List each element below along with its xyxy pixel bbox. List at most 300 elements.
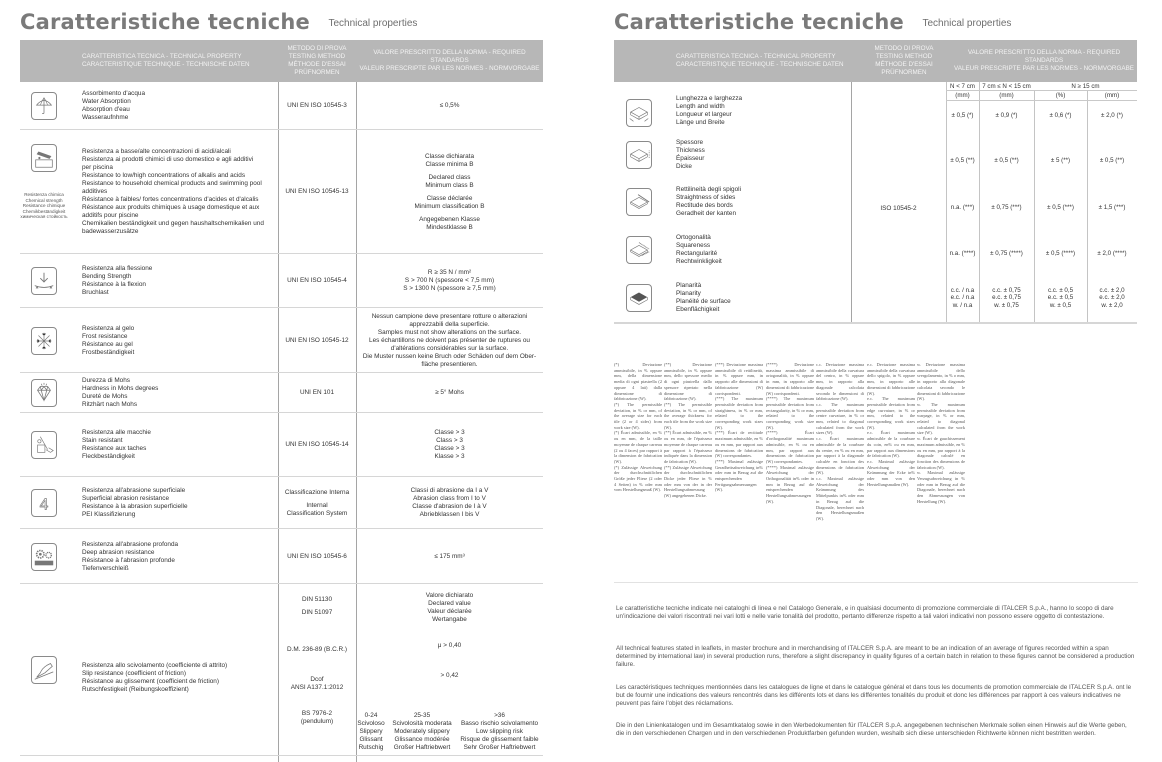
property-line: Resistance to household chemical products and swimming pool: [82, 180, 262, 187]
property-line: Rectitude des bords: [676, 202, 733, 209]
footnote-column: [715, 362, 763, 493]
value-line: Die Muster nussen keine Bruch oder Schäden ouf dem Ober-: [362, 352, 537, 360]
property-line: Resistenza all'abrasione superficiale: [82, 487, 186, 494]
page-subtitle: Technical properties: [922, 18, 1012, 29]
pendulum-label: Risque de glissement faible: [460, 736, 539, 743]
property-line: PEI Klassifizierung: [82, 511, 136, 518]
value-line: Minimum classification B: [414, 202, 485, 210]
header-line: CARACTERISTIQUE TECHNIQUE - TECHNISCHE DATEN: [82, 61, 250, 68]
property-line: Résistance au gel: [82, 340, 133, 348]
value-cell: [979, 287, 1034, 310]
pendulum-label: Rutschig: [358, 744, 384, 751]
unit-header: (%): [1055, 92, 1066, 99]
property-line: Hardness in Mohs degrees: [82, 385, 159, 392]
value-cell: [356, 429, 543, 461]
gears-icon: [31, 543, 57, 571]
subheader-divider: [946, 90, 1137, 91]
property-line: Planarità: [676, 282, 702, 289]
value-cell: [1087, 112, 1137, 120]
header-method: [864, 40, 944, 82]
property-cell: [676, 95, 846, 127]
property-line: Rettilineità degli spigoli: [676, 186, 742, 193]
unit-header: (mm): [955, 92, 970, 99]
page-title: Caratteristiche tecniche: [614, 10, 904, 34]
pendulum-label: Scivoloso: [357, 720, 385, 727]
method-line: UNI EN ISO 10545-6: [287, 552, 347, 560]
property-cell: [82, 541, 277, 573]
value-cell: [979, 112, 1034, 120]
method-cell: [278, 277, 356, 285]
table-row: [20, 254, 543, 308]
table-bottom-border: [614, 322, 1137, 324]
property-line: Resistenza a basse/alte concentrazioni di acidi/alcali: [82, 148, 231, 155]
pendulum-label: Glissance modérée: [394, 736, 450, 743]
method-cell: [278, 596, 356, 617]
shoe-slip-icon: [31, 656, 57, 684]
diamond-icon-glyph: [32, 380, 56, 406]
footnote-text: w. Maximal zulässige Verzugsabweichung in % oder mm in Bezug auf die Diagonale, berechnet nach den Abmessungen von Herstellung (W).: [917, 470, 965, 504]
table-header: [614, 40, 1137, 82]
table-row-slip: [20, 584, 543, 756]
size-group-header: 7 cm ≤ N < 15 cm: [982, 83, 1031, 90]
value-cell: [1087, 204, 1137, 212]
pei-4-icon-glyph: [32, 490, 56, 516]
property-line: Résistance à faibles/ fortes concentrations d'acides et d'alcalis: [82, 196, 259, 203]
footnote-text: (***) Maximal zulässige Geradheitsabweichung in% oder mm in Bezug auf die entsprechenden Fertigungsabmessungen (W).: [715, 458, 763, 493]
method-cell: [278, 710, 356, 726]
method-line: UNI EN ISO 10545-13: [285, 188, 349, 195]
size-group-header: N < 7 cm: [950, 83, 975, 90]
property-line: Resistenza allo scivolamento (coefficiente di attrito): [82, 662, 228, 669]
property-line: Straightness of sides: [676, 194, 736, 201]
value-line: e.c. / n.a: [950, 294, 975, 302]
value-line: ≤ 175 mm³: [434, 552, 465, 560]
footnote-text: (**) Zulässige Abweichung der durchschnittlichen Dicke jeder Fliese in % oder mm von der in der Herstellungsabmessung (W) angegebenen Dicke.: [664, 464, 712, 499]
property-line: Chemikalien beständigkeit und gegen haushaltschemikalien und: [82, 220, 264, 227]
title-row: [20, 10, 417, 34]
pendulum-label: Low slipping risk: [476, 728, 523, 735]
diamond-icon: [31, 379, 57, 407]
disclaimer-paragraph: Les caractéristiques techniques mentionnées dans les catalogues de ligne et dans le catalogue général et dans tous les documents de promotion commerciale de ITALCER S.p.A. ont le but de fournir une indications des valeurs rencontrés dans les différents lots et dans les différentes tonalités du produit et donc les différences par rapport à ces valeurs indicatives ne peuvent pas faire l'objet des réclamations.: [616, 684, 1132, 708]
tile-planarity-icon-glyph: [627, 285, 651, 311]
disclaimer-paragraph: Le caratteristiche tecniche indicate nei cataloghi di linea e nel Catalogo Generale, e in qualsiasi documento di promozione commerciale di ITALCER S.p.A., hanno lo scopo di dare un'indicazione dei valori riscontrati nei vari lotti e nelle varie tonalità del prodotto, pertanto differenze rispetto a tali valori indicativi non possono essere oggetto di contestazione.: [616, 605, 1114, 621]
tile-straightness-icon-glyph: [627, 189, 651, 215]
tile-planarity-icon: [626, 284, 652, 312]
method-line: Classificazione Interna: [284, 488, 350, 496]
caption-line: химическая стойкость: [20, 214, 68, 220]
value-line: ± 0,5 (**): [950, 157, 975, 165]
footnote-column: [614, 362, 662, 493]
footnote-text: w. Écart de gauchissement maximum admissible, en % ou en mm, par rapport à la diagonale calculé en fonction des dimensions de fabrication (W).: [917, 436, 965, 470]
value-line: e.c. ± 2,0: [1099, 294, 1125, 302]
method-line: ANSI A137.1:2012: [290, 684, 344, 691]
pendulum-range: 0-24: [364, 712, 378, 719]
value-cell: [1034, 250, 1087, 258]
property-line: additives: [82, 188, 108, 195]
footnote-text: w. Deviazione massima ammissibile dello svergolamento, in % o mm, in rapporto alla diagonale calcolata secondo le dimensioni di fabbricazione (W).: [917, 362, 965, 402]
value-line: e.c. ± 0,5: [1047, 294, 1074, 302]
pendulum-label: Slippery: [359, 728, 383, 735]
footnote-text: e.c. The maximum permissible deviation from edge curvature, in % or mm, related to the corresponding work sizes (W).: [867, 396, 915, 430]
caption-line: Resistenza chimica: [24, 192, 64, 197]
value-line: R ≥ 35 N / mm²: [427, 269, 472, 276]
method-cell: [278, 553, 356, 561]
property-cell: [82, 377, 277, 409]
tile-thickness-icon: [626, 141, 652, 169]
umbrella-icon: [31, 92, 57, 120]
property-line: Durezza di Mohs: [82, 377, 130, 384]
property-line: Fleckbeständigkeit: [82, 453, 135, 460]
property-cell: [82, 325, 277, 357]
value-line: Abriebklassen I bis V: [419, 511, 480, 518]
caption-line: Chemical strength: [25, 197, 63, 203]
footnote-text: (*) Deviazione ammissibile, in % oppure mm, della dimensione media di ogni piastrella (2 oppure 4 lati) dalla dimensione di fabbricazione (W).: [614, 362, 662, 402]
pei-4-icon: [31, 489, 57, 517]
value-cell: [1087, 250, 1137, 258]
method-line: Internal: [306, 501, 328, 509]
method-line: DIN 51130: [301, 596, 333, 603]
pendulum-class: [456, 712, 543, 752]
footnote-text: e.c. Maximal zulässige Abweichung der Krümmung der Ecke in% oder mm von den Herstellungsmaßen (W).: [867, 458, 915, 487]
property-line: Bending Strength: [82, 273, 132, 280]
value-cell: [356, 153, 543, 232]
value-line: ± 0,6 (*): [1049, 112, 1072, 120]
value-line: ≤ 0,5%: [439, 102, 460, 109]
header-line: CARATTERISTICA TECNICA - TECHNICAL PROPERTY: [676, 52, 836, 60]
icon-caption: [18, 192, 70, 220]
left-page: [0, 0, 580, 762]
method-line: UNI EN ISO 10545-3: [287, 102, 347, 109]
value-cell: [979, 204, 1034, 212]
disclaimer-paragraph: All technical features stated in leaflets, in master brochure and in merchandising of ITALCER S.p.A. are meant to be an indication of an average of figures recorded within a span determined by international law) in several production runs, therefore a slight discrepancy in quality figures of a certain batch in relation to these figures cannot be considered a production failure.: [616, 645, 1135, 669]
title-row: [614, 10, 1011, 34]
property-line: Longueur et largeur: [676, 110, 732, 118]
value-line: Les échantillons ne doivent pas présenter de ruptures ou: [369, 336, 530, 344]
property-line: badewasserzusätze: [82, 228, 139, 235]
bending-arrow-icon-glyph: [32, 268, 56, 294]
value-line: ± 0,5 (***): [1047, 204, 1074, 212]
value-line: Angegebenen Klasse: [419, 215, 480, 223]
page-subtitle: Technical properties: [328, 18, 418, 29]
value-cell: [946, 112, 979, 120]
value-line: Minimum class B: [425, 181, 474, 189]
value-cell: [946, 157, 979, 165]
property-line: Bruchlast: [82, 289, 109, 296]
footnote-text: (****) Deviazione massima ammissibile di ortogonalità, in % oppure in mm, in rapporto alle dimensioni di fabbricazione (W) corrispondenti.: [766, 362, 814, 396]
header-standard: [949, 40, 1139, 82]
value-line: c.c. ± 0,5: [1047, 286, 1074, 294]
property-line: Planarity: [676, 290, 701, 297]
property-line: Stain resistant: [82, 437, 123, 444]
method-line: Dcof: [310, 676, 324, 683]
gears-icon-glyph: [32, 544, 56, 570]
property-line: Thickness: [676, 146, 705, 154]
header-line: VALEUR PRESCRIPTE PAR LES NORMES - NORMVORGABE: [359, 65, 540, 73]
value-line: Valore dichiarato: [425, 592, 474, 599]
method-line: DIN 51097: [301, 609, 333, 616]
property-cell: [82, 148, 277, 236]
property-line: Resistenza all'abrasione profonda: [82, 540, 179, 548]
value-line: Samples must not show alterations on the surface.: [377, 328, 522, 336]
value-cell: [1034, 112, 1087, 120]
value-line: Classe minima B: [425, 160, 474, 168]
property-line: Lunghezza e larghezza: [676, 94, 743, 102]
pendulum-class: [356, 712, 386, 752]
snowflake-icon: [31, 327, 57, 355]
property-cell: [82, 487, 277, 519]
property-cell: [676, 186, 846, 218]
value-line: ≥ 5° Mohs: [435, 389, 464, 396]
value-line: c.c. / n.a: [950, 286, 975, 294]
value-line: n.a. (***): [950, 204, 975, 212]
tile-squareness-icon-glyph: [627, 237, 651, 263]
value-cell: [1034, 204, 1087, 212]
property-line: Resistance aux taches: [82, 445, 147, 452]
property-line: Resistenza al gelo: [82, 324, 135, 332]
size-group-header: N ≥ 15 cm: [1071, 83, 1100, 90]
property-cell: [676, 139, 846, 171]
value-cell: [356, 672, 543, 680]
value-line: Abrasion class from I to V: [413, 495, 486, 502]
table-row: [20, 130, 543, 254]
property-line: Deep abrasion resistance: [82, 548, 155, 556]
value-cell: [946, 204, 979, 212]
footnote-text: c.c. Écart maximum admissible de la courbure du centre, en % ou en mm, par rapport à la diagonale calculée en fonction des dimensions de fabrication (W).: [816, 436, 864, 476]
property-line: Ritzhärt nach Mohs: [82, 401, 138, 408]
property-line: Squareness: [676, 242, 711, 249]
value-cell: [979, 157, 1034, 165]
table-row: [20, 308, 543, 373]
property-line: Resistenza alle macchie: [82, 429, 151, 436]
property-cell: [82, 265, 277, 297]
tile-squareness-icon: [626, 236, 652, 264]
table-row: [20, 82, 543, 130]
value-line: Declared value: [428, 600, 471, 607]
method-line: UNI EN 101: [299, 389, 335, 396]
value-cell: [979, 250, 1034, 258]
method-cell: ISO 10545-2: [880, 205, 917, 212]
value-line: μ > 0,40: [437, 642, 462, 649]
footnote-text: c.c. Deviazione massima ammissibile della curvatura del centro, in % oppure mm, in rapporto alla diagonale calcolata secondo le dimensioni di fabbricazione (W).: [816, 362, 864, 402]
unit-header: (mm): [999, 92, 1014, 99]
pendulum-label: Sehr Großer Haftriebwert: [463, 744, 536, 751]
property-line: Ebenflächigkeit: [676, 306, 720, 313]
footnote-text: (*) Zulässige Abweichung der durchschnittlichen Größe jeder Fliese (2 oder 4 Seiten) in % oder mm vom Herstellungsmaß (W).: [614, 464, 662, 493]
property-line: Frostbeständigkeit: [82, 348, 135, 356]
value-line: Valeur déclarée: [427, 608, 472, 615]
property-line: Résistance à l'abrasion profonde: [82, 556, 175, 564]
table-row: [20, 413, 543, 477]
value-line: fläche presentieren.: [421, 360, 478, 368]
value-line: Classi di abrasione da I a V: [410, 487, 489, 494]
value-line: Classe > 3: [434, 429, 465, 436]
header-line: VALEUR PRESCRIPTE PAR LES NORMES - NORMVORGABE: [954, 65, 1134, 73]
value-cell: [356, 487, 543, 519]
method-line: UNI EN ISO 10545-12: [285, 336, 349, 344]
value-line: d'altérations considérables sur la surface.: [390, 344, 509, 352]
method-cell: [278, 337, 356, 345]
footnote-text: (****) Maximal zulässige Abweichung der Orthogonalität in% oder in mm in Bezug auf die entsprechenden Herstellungsabmessungen (W).: [766, 464, 814, 504]
header-property: [82, 40, 282, 82]
header-line: MÉTHODE D'ESSAI: [875, 61, 933, 68]
footnote-column: [664, 362, 712, 499]
value-line: ± 0,5 (*): [951, 112, 974, 120]
footnote-text: w. The maximum permissible deviation from warpage, in % or mm, related to diagonal calculated from the work size (W).: [917, 401, 965, 436]
value-cell: [356, 269, 543, 293]
pendulum-label: Glissant: [359, 736, 383, 743]
method-cell: [278, 646, 356, 654]
value-line: ± 0,5 (**): [1099, 157, 1125, 165]
value-line: ± 2,0 (****): [1097, 250, 1127, 258]
header-line: VALORE PRESCRITTO DELLA NORMA - REQUIRED STANDARDS: [967, 48, 1121, 64]
property-line: Resistance à la abrasion superficielle: [82, 503, 188, 510]
header-line: CARATTERISTICA TECNICA - TECHNICAL PROPERTY: [82, 52, 242, 60]
table-row: [20, 373, 543, 413]
footnote-text: c.c. The maximum permissible deviation from centre curvature, in % or mm, related to diagonal calculated from the work sizes (W).: [816, 401, 864, 436]
value-line: Classe déclarée: [426, 194, 473, 202]
chemical-test-tube-icon: [31, 144, 57, 172]
value-line: w. ± 0,75: [994, 301, 1019, 309]
header-property: [676, 40, 876, 82]
value-line: Declared class: [428, 173, 471, 181]
header-line: METODO DI PROVA: [287, 44, 347, 52]
property-line: per piscina: [82, 164, 113, 171]
snowflake-icon-glyph: [32, 328, 56, 354]
property-line: Length and width: [676, 102, 725, 110]
footnote-text: e.c. Écart maximum admissible de la courbure du coin, en% ou en mm, par rapport aux dimensions de fabrication (W).: [867, 430, 915, 459]
footnote-text: (**) Deviazione ammissibile, in % oppure mm, dello spessore medio di ogni piastrella dallo spessore ripertato nella dimensione di fabbricazione (W).: [664, 362, 712, 402]
value-cell: [1087, 157, 1137, 165]
pendulum-class: [386, 712, 458, 752]
value-line: S > 700 N (spessore < 7,5 mm): [404, 277, 495, 284]
property-cell: [676, 282, 846, 314]
svg-text:4: 4: [39, 496, 49, 514]
footnote-text: (***) Deviazione massima ammissibile di rettilineità, in % oppure mm, in rapporto alle dimensioni di fabbricazione (W) corrispondenti.: [715, 362, 763, 396]
umbrella-icon-glyph: [32, 93, 56, 119]
property-line: Wasseraufnhme: [82, 114, 129, 121]
value-cell: [1087, 287, 1137, 310]
caption-line: Chemikbeständigkeit: [22, 208, 66, 214]
stain-mop-icon-glyph: [32, 432, 56, 458]
value-line: Classe d'abrasion de I à V: [412, 503, 487, 510]
value-line: n.a. (****): [949, 250, 976, 258]
property-line: additifs pour piscine: [82, 212, 139, 219]
value-line: w. / n.a: [952, 301, 973, 309]
footnote-column: [816, 362, 864, 522]
footnote-text: (*) Écart admissible, en % ou en mm, de la taille moyenne de chaque carreau (2 ou 4 faces) par rapport à la dimension de fabrication (W).: [614, 430, 662, 464]
value-cell: [946, 287, 979, 310]
value-line: w. ± 2,0: [1101, 301, 1123, 309]
property-line: Résistance au glissement (coefficient de friction): [82, 678, 219, 685]
property-line: Länge und Breite: [676, 118, 725, 126]
property-line: Tiefenverschleiß: [82, 564, 129, 572]
value-line: Classe > 3: [434, 445, 465, 452]
value-line: ± 0,75 (****): [990, 250, 1023, 258]
chemical-test-tube-icon-glyph: [32, 145, 56, 171]
property-line: Spessore: [676, 138, 703, 146]
bending-arrow-icon: [31, 267, 57, 295]
table-row: [20, 529, 543, 584]
footnote-text: e.c. Deviazione massima ammissibile della curvatura dello spigolo, in % oppure mm, in rapporto alle dimensioni di fabbricazione (W).: [867, 362, 915, 396]
property-line: Absorption d'eau: [82, 106, 130, 113]
value-line: Mindestklasse B: [426, 223, 473, 231]
property-line: Résistance à la flexion: [82, 281, 146, 288]
header-line: CARACTERISTIQUE TECHNIQUE - TECHNISCHE DATEN: [676, 61, 844, 68]
method-line: BS 7976-2: [301, 710, 333, 717]
tile-thickness-icon-glyph: [627, 142, 651, 168]
method-cell: [278, 441, 356, 449]
property-line: Rutschfestigkeit (Reibungskoeffizient): [82, 686, 189, 693]
header-standard: [356, 40, 543, 82]
value-line: apprezzabili della superficie.: [409, 320, 490, 328]
value-line: Class > 3: [436, 437, 463, 444]
footnote-text: (***) Écart de rectitude maximum admissible, en % ou en mm, par rapport aux dimensions de fabrication (W) correspondantes.: [715, 430, 763, 459]
footnote-column: [917, 362, 965, 505]
footnote-text: (*) The permissible deviation, in % or mm, of the average size for each tile (2 or 4 sides) from work size (W).: [614, 401, 662, 430]
footnote-column: [867, 362, 915, 487]
footnote-text: c.c. Maximal zulässige Abweichung der Krümmung des Mittelpunkts in% oder mm in Bezug auf die Diagonale, berechnet nach den Herstellungsmaßen (W).: [816, 476, 864, 521]
value-line: Classe dichiarata: [424, 152, 475, 160]
header-line: TESTING METHOD: [288, 52, 346, 60]
property-line: Ortogonalità: [676, 234, 711, 241]
value-line: Wertangabe: [432, 616, 467, 623]
method-cell: [278, 389, 356, 397]
value-line: ± 5 (**): [1050, 157, 1071, 165]
method-cell: [278, 102, 356, 110]
header-line: PRÜFNORMEN: [881, 69, 927, 77]
pendulum-label: Moderately slippery: [394, 728, 450, 735]
property-line: Rectangularité: [676, 250, 718, 257]
property-line: Résistance aux produits chimiques à usage domestique et aux: [82, 204, 260, 211]
value-cell: [356, 313, 543, 369]
property-line: Rechtwinkligkeit: [676, 258, 722, 265]
table-row: [20, 477, 543, 529]
value-cell: [356, 553, 543, 561]
tile-straightness-icon: [626, 188, 652, 216]
value-line: ± 1,5 (***): [1098, 204, 1126, 212]
value-line: c.c. ± 2,0: [1099, 286, 1125, 294]
shoe-slip-icon-glyph: [32, 657, 56, 683]
property-cell: [82, 662, 282, 694]
property-line: Resistenza ai prodotti chimici di uso domestico e agli additivi: [82, 156, 254, 163]
header-method: [278, 40, 356, 82]
property-line: Resistance to low/high concentrations of alkalis and acids: [82, 172, 246, 179]
pendulum-range: 25-35: [413, 712, 431, 719]
pendulum-label: Basso rischio scivolamento: [460, 720, 539, 727]
header-line: METODO DI PROVA: [874, 44, 934, 52]
value-cell: [946, 250, 979, 258]
value-line: ± 0,5 (****): [1045, 250, 1076, 258]
footnote-text: (****) Écart d'orthogonalité maximum admissible, en % ou en mm, par rapport aux dimensions de fabrication (W) correspondantes.: [766, 430, 814, 464]
value-cell: [356, 389, 543, 397]
right-page: [602, 0, 1162, 762]
column-divider: [851, 82, 852, 322]
value-line: ± 0,9 (*): [995, 112, 1018, 120]
divider: [614, 582, 1138, 583]
method-line: Classification System: [286, 509, 348, 517]
stain-mop-icon: [31, 431, 57, 459]
property-line: Dicke: [676, 162, 692, 170]
table-header: [20, 40, 543, 82]
disclaimer-paragraph: Die in den Linienkatalogen und im Gesamtkatalog sowie in den Werbedokumenten für ITALCER S.p.A. angegebenen technischen Merkmale sollen einen Hinweis auf die Werte geben, die in den verschiedenen Chargen und in den verschiedenen Produktfarben gefunden wurden, weshalb sich diese unterschieden Richtwerte können nicht bestritten werden.: [616, 722, 1127, 738]
value-line: > 0,42: [440, 672, 459, 679]
value-cell: [356, 102, 543, 110]
property-line: Planéité de surface: [676, 298, 731, 305]
method-line: (pendulum): [300, 718, 334, 725]
value-line: ± 2,0 (*): [1101, 112, 1123, 120]
footnote-text: (***) The maximum permissible deviation from straightness, in % or mm, related to the corresponding work sizes (W).: [715, 396, 763, 430]
value-line: e.c. ± 0,75: [992, 294, 1021, 302]
